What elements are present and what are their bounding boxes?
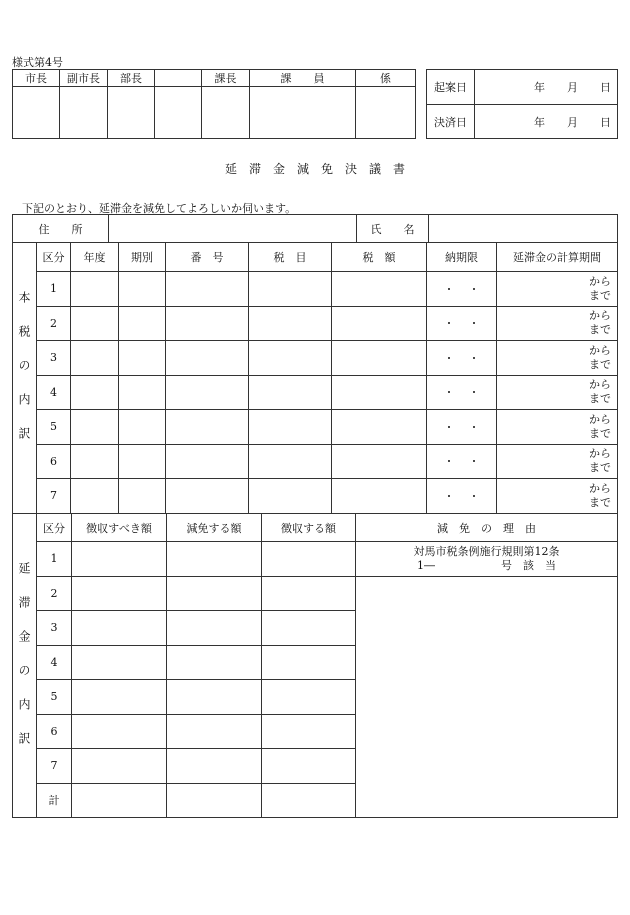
table-row (13, 410, 618, 445)
tax-amount-cell[interactable] (332, 272, 427, 307)
period-cell[interactable] (497, 479, 618, 514)
number-cell[interactable] (166, 410, 249, 445)
period-to: まで (589, 495, 611, 509)
penalty-table (12, 513, 618, 818)
number-cell[interactable] (166, 272, 249, 307)
document-title: 延 滞 金 減 免 決 議 書 (224, 162, 405, 176)
tax-amount-cell[interactable] (332, 375, 427, 410)
tax-item-cell[interactable] (249, 375, 332, 410)
row-number: 7 (37, 749, 72, 784)
draft-date-value[interactable]: 年 月 日 (475, 70, 618, 105)
period-to: まで (589, 461, 611, 475)
deadline-cell[interactable]: ・・ (427, 341, 497, 376)
address-label: 住 所 (13, 215, 109, 243)
penalty-header-category: 区分 (37, 514, 72, 542)
deadline-cell[interactable]: ・・ (427, 410, 497, 445)
tax-amount-cell[interactable] (332, 306, 427, 341)
collectible-total-cell[interactable] (72, 783, 167, 818)
row-number: 5 (37, 410, 71, 445)
term-cell[interactable] (119, 306, 166, 341)
year-cell[interactable] (71, 444, 119, 479)
number-cell[interactable] (166, 444, 249, 479)
table-row (13, 375, 618, 410)
row-number: 1 (37, 542, 72, 577)
collect-cell[interactable] (262, 714, 356, 749)
deadline-cell[interactable]: ・・ (427, 375, 497, 410)
year-cell[interactable] (71, 479, 119, 514)
number-cell[interactable] (166, 479, 249, 514)
intro-text: 下記のとおり、延滞金を減免してよろしいか伺います。 (22, 202, 297, 215)
tax-item-cell[interactable] (249, 444, 332, 479)
period-to: まで (589, 288, 611, 302)
row-number: 6 (37, 444, 71, 479)
year-cell[interactable] (71, 272, 119, 307)
row-number: 7 (37, 479, 71, 514)
main-tax-header-period: 延滞金の計算期間 (497, 243, 618, 272)
stamp-cell[interactable] (250, 87, 356, 139)
period-to: まで (589, 426, 611, 440)
applicant-table (12, 214, 618, 243)
row-number: 3 (37, 341, 71, 376)
period-from: から (589, 343, 611, 357)
approval-table (12, 69, 416, 139)
term-cell[interactable] (119, 479, 166, 514)
approval-header-blank (155, 70, 202, 87)
collect-cell[interactable] (262, 749, 356, 784)
period-to: まで (589, 323, 611, 337)
address-field[interactable] (109, 215, 357, 243)
main-tax-header-tax-amount: 税 額 (332, 243, 427, 272)
collectible-cell[interactable] (72, 576, 167, 611)
year-cell[interactable] (71, 306, 119, 341)
stamp-cell[interactable] (356, 87, 416, 139)
stamp-cell[interactable] (108, 87, 155, 139)
row-number: 5 (37, 680, 72, 715)
total-label: 計 (37, 783, 72, 818)
period-cell[interactable] (497, 375, 618, 410)
number-cell[interactable] (166, 306, 249, 341)
tax-item-cell[interactable] (249, 306, 332, 341)
period-from: から (589, 378, 611, 392)
penalty-header-exempt: 減免する額 (167, 514, 262, 542)
tax-amount-cell[interactable] (332, 479, 427, 514)
reason-notes-area[interactable] (356, 576, 618, 818)
tax-item-cell[interactable] (249, 272, 332, 307)
tax-item-cell[interactable] (249, 410, 332, 445)
stamp-cell[interactable] (155, 87, 202, 139)
number-cell[interactable] (166, 375, 249, 410)
reason-line-2: 1― 号 該 当 (417, 558, 556, 572)
tax-item-cell[interactable] (249, 341, 332, 376)
period-cell[interactable] (497, 410, 618, 445)
main-tax-side-label (13, 243, 37, 514)
table-row (13, 444, 618, 479)
tax-item-cell[interactable] (249, 479, 332, 514)
collectible-cell[interactable] (72, 714, 167, 749)
number-cell[interactable] (166, 341, 249, 376)
collectible-cell[interactable] (72, 542, 167, 577)
tax-amount-cell[interactable] (332, 444, 427, 479)
date-table (426, 69, 618, 139)
collect-cell[interactable] (262, 576, 356, 611)
period-from: から (589, 274, 611, 288)
draft-date-label: 起案日 (427, 70, 475, 105)
main-tax-header-term: 期別 (119, 243, 166, 272)
reason-cell[interactable] (356, 542, 618, 577)
row-number: 4 (37, 645, 72, 680)
exempt-total-cell[interactable] (167, 783, 262, 818)
exempt-cell[interactable] (167, 680, 262, 715)
table-row (13, 306, 618, 341)
penalty-side-text: 延滞金の内訳 (17, 562, 31, 766)
row-number: 2 (37, 306, 71, 341)
main-tax-header-deadline: 納期限 (427, 243, 497, 272)
term-cell[interactable] (119, 444, 166, 479)
penalty-side-label (13, 514, 37, 818)
year-cell[interactable] (71, 375, 119, 410)
collect-cell[interactable] (262, 680, 356, 715)
approval-header-director: 部長 (108, 70, 155, 87)
deadline-cell[interactable]: ・・ (427, 272, 497, 307)
main-tax-side-text: 本税の内訳 (17, 291, 31, 462)
period-from: から (589, 309, 611, 323)
approval-header-mayor: 市長 (13, 70, 60, 87)
collectible-cell[interactable] (72, 645, 167, 680)
collect-cell[interactable] (262, 542, 356, 577)
period-cell[interactable] (497, 306, 618, 341)
main-tax-table (12, 242, 618, 514)
year-cell[interactable] (71, 341, 119, 376)
collectible-cell[interactable] (72, 680, 167, 715)
settlement-date-label: 決済日 (427, 105, 475, 139)
exempt-cell[interactable] (167, 749, 262, 784)
stamp-cell[interactable] (60, 87, 108, 139)
period-cell[interactable] (497, 341, 618, 376)
row-number: 6 (37, 714, 72, 749)
penalty-header-collect: 徴収する額 (262, 514, 356, 542)
tax-amount-cell[interactable] (332, 410, 427, 445)
deadline-cell[interactable]: ・・ (427, 306, 497, 341)
main-tax-header-tax-item: 税 目 (249, 243, 332, 272)
period-cell[interactable] (497, 444, 618, 479)
table-row (13, 341, 618, 376)
collect-total-cell[interactable] (262, 783, 356, 818)
approval-header-staff: 課 員 (250, 70, 356, 87)
penalty-header-reason: 減 免 の 理 由 (356, 514, 618, 542)
name-field[interactable] (429, 215, 618, 243)
row-number: 2 (37, 576, 72, 611)
term-cell[interactable] (119, 410, 166, 445)
period-cell[interactable] (497, 272, 618, 307)
approval-header-vice-mayor: 副市長 (60, 70, 108, 87)
main-tax-header-category: 区分 (37, 243, 71, 272)
term-cell[interactable] (119, 341, 166, 376)
form-number: 様式第4号 (12, 56, 63, 69)
stamp-cell[interactable] (202, 87, 250, 139)
exempt-cell[interactable] (167, 576, 262, 611)
table-row (13, 272, 618, 307)
year-cell[interactable] (71, 410, 119, 445)
reason-line-1: 対馬市税条例施行規則第12条 (413, 544, 560, 558)
deadline-cell[interactable]: ・・ (427, 479, 497, 514)
collectible-cell[interactable] (72, 611, 167, 646)
row-number: 1 (37, 272, 71, 307)
stamp-cell[interactable] (13, 87, 60, 139)
table-row (13, 542, 618, 577)
main-tax-header-number: 番 号 (166, 243, 249, 272)
exempt-cell[interactable] (167, 714, 262, 749)
name-label: 氏 名 (357, 215, 429, 243)
approval-header-section-chief: 課長 (202, 70, 250, 87)
exempt-cell[interactable] (167, 645, 262, 680)
collectible-cell[interactable] (72, 749, 167, 784)
period-to: まで (589, 357, 611, 371)
period-from: から (589, 481, 611, 495)
collect-cell[interactable] (262, 645, 356, 680)
collect-cell[interactable] (262, 611, 356, 646)
row-number: 3 (37, 611, 72, 646)
period-to: まで (589, 392, 611, 406)
row-number: 4 (37, 375, 71, 410)
table-row (13, 479, 618, 514)
approval-header-clerk: 係 (356, 70, 416, 87)
period-from: から (589, 412, 611, 426)
period-from: から (589, 447, 611, 461)
settlement-date-value[interactable]: 年 月 日 (475, 105, 618, 139)
table-row (13, 576, 618, 611)
term-cell[interactable] (119, 272, 166, 307)
tax-amount-cell[interactable] (332, 341, 427, 376)
deadline-cell[interactable]: ・・ (427, 444, 497, 479)
main-tax-header-year: 年度 (71, 243, 119, 272)
penalty-header-collectible: 徴収すべき額 (72, 514, 167, 542)
exempt-cell[interactable] (167, 542, 262, 577)
exempt-cell[interactable] (167, 611, 262, 646)
term-cell[interactable] (119, 375, 166, 410)
